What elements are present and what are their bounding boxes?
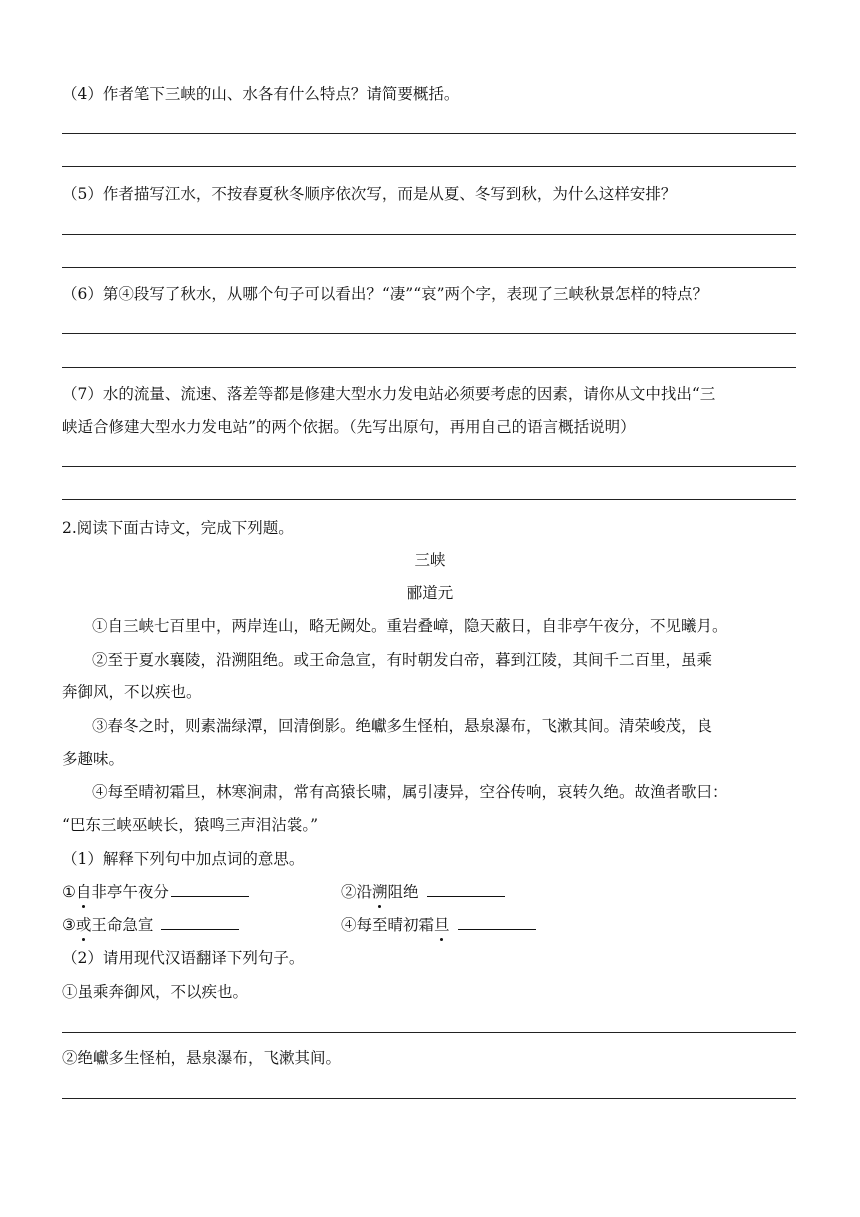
answer-line[interactable] xyxy=(62,234,796,235)
fill-blank[interactable] xyxy=(161,915,239,930)
emphasis-dot xyxy=(378,905,381,908)
word-item-after: 非亭午夜分 xyxy=(91,883,169,901)
answer-line[interactable] xyxy=(62,499,796,500)
word-item-after: 王命急宣 xyxy=(91,916,154,934)
paragraph-2-line1: ②至于夏水襄陵，沿溯阻绝。或王命急宣，有时朝发白帝，暮到江陵，其间千二百里，虽乘 xyxy=(92,651,713,669)
question-6: （6）第④段写了秋水，从哪个句子可以看出？“凄”“哀”两个字，表现了三峡秋景怎样的特点？ xyxy=(62,285,709,303)
emphasis-dot xyxy=(82,938,85,941)
word-item-before: ① xyxy=(62,883,76,901)
paragraph-4-line1: ④每至晴初霜旦，林寒涧肃，常有高猿长啸，属引凄异，空谷传响，哀转久绝。故渔者歌曰： xyxy=(92,783,728,801)
paragraph-2-line2: 奔御风，不以疾也。 xyxy=(62,683,202,701)
emphasis-dot xyxy=(82,905,85,908)
answer-line[interactable] xyxy=(62,267,796,268)
poem-title: 三峡 xyxy=(414,551,446,569)
subquestion-2-prompt: （2）请用现代汉语翻译下列句子。 xyxy=(62,949,305,967)
fill-blank[interactable] xyxy=(427,882,505,897)
paragraph-3-line1: ③春冬之时，则素湍绿潭，回清倒影。绝巘多生怪柏，悬泉瀑布，飞漱其间。清荣峻茂，良 xyxy=(92,717,713,735)
word-item-after: 阻绝 xyxy=(387,883,419,901)
answer-line[interactable] xyxy=(62,333,796,334)
paragraph-3-line2: 多趣味。 xyxy=(62,750,125,768)
answer-line[interactable] xyxy=(62,466,796,467)
word-item-1 xyxy=(62,882,249,902)
emphasis-dot xyxy=(440,938,443,941)
question-4: （4）作者笔下三峡的山、水各有什么特点？请简要概括。 xyxy=(62,85,460,103)
emphasized-char: 溯 xyxy=(372,882,388,902)
paragraph-1: ①自三峡七百里中，两岸连山，略无阙处。重岩叠嶂，隐天蔽日，自非亭午夜分，不见曦月。 xyxy=(92,617,728,635)
word-item-before: ④每至晴初霜 xyxy=(341,916,435,934)
answer-line[interactable] xyxy=(62,166,796,167)
word-item-before: ③ xyxy=(62,916,76,934)
question-7-line2: 峡适合修建大型水力发电站”的两个依据。（先写出原句，再用自己的语言概括说明） xyxy=(62,418,636,436)
paragraph-4-line2: “巴东三峡巫峡长，猿鸣三声泪沾裳。” xyxy=(62,816,319,834)
word-item-3 xyxy=(62,915,239,935)
word-item-before: ②沿 xyxy=(341,883,373,901)
answer-line[interactable] xyxy=(62,1098,796,1099)
translate-sentence-1: ①虽乘奔御风，不以疾也。 xyxy=(62,983,249,1001)
word-item-4 xyxy=(341,915,536,935)
emphasized-char: 旦 xyxy=(434,915,450,935)
section-2-heading: 2.阅读下面古诗文，完成下列题。 xyxy=(62,519,294,537)
answer-line[interactable] xyxy=(62,133,796,134)
fill-blank[interactable] xyxy=(458,915,536,930)
emphasized-char: 或 xyxy=(76,915,92,935)
answer-line[interactable] xyxy=(62,367,796,368)
answer-line[interactable] xyxy=(62,1032,796,1033)
question-7-line1: （7）水的流量、流速、落差等都是修建大型水力发电站必须要考虑的因素，请你从文中找出“三 xyxy=(62,385,716,403)
question-5: （5）作者描写江水，不按春夏秋冬顺序依次写，而是从夏、冬写到秋，为什么这样安排？ xyxy=(62,185,677,203)
word-item-2 xyxy=(341,882,505,902)
emphasized-char: 自 xyxy=(76,882,92,902)
fill-blank[interactable] xyxy=(171,882,249,897)
poem-author: 郦道元 xyxy=(406,584,454,602)
translate-sentence-2: ②绝巘多生怪柏，悬泉瀑布，飞漱其间。 xyxy=(62,1049,342,1067)
subquestion-1-prompt: （1）解释下列句中加点词的意思。 xyxy=(62,850,305,868)
